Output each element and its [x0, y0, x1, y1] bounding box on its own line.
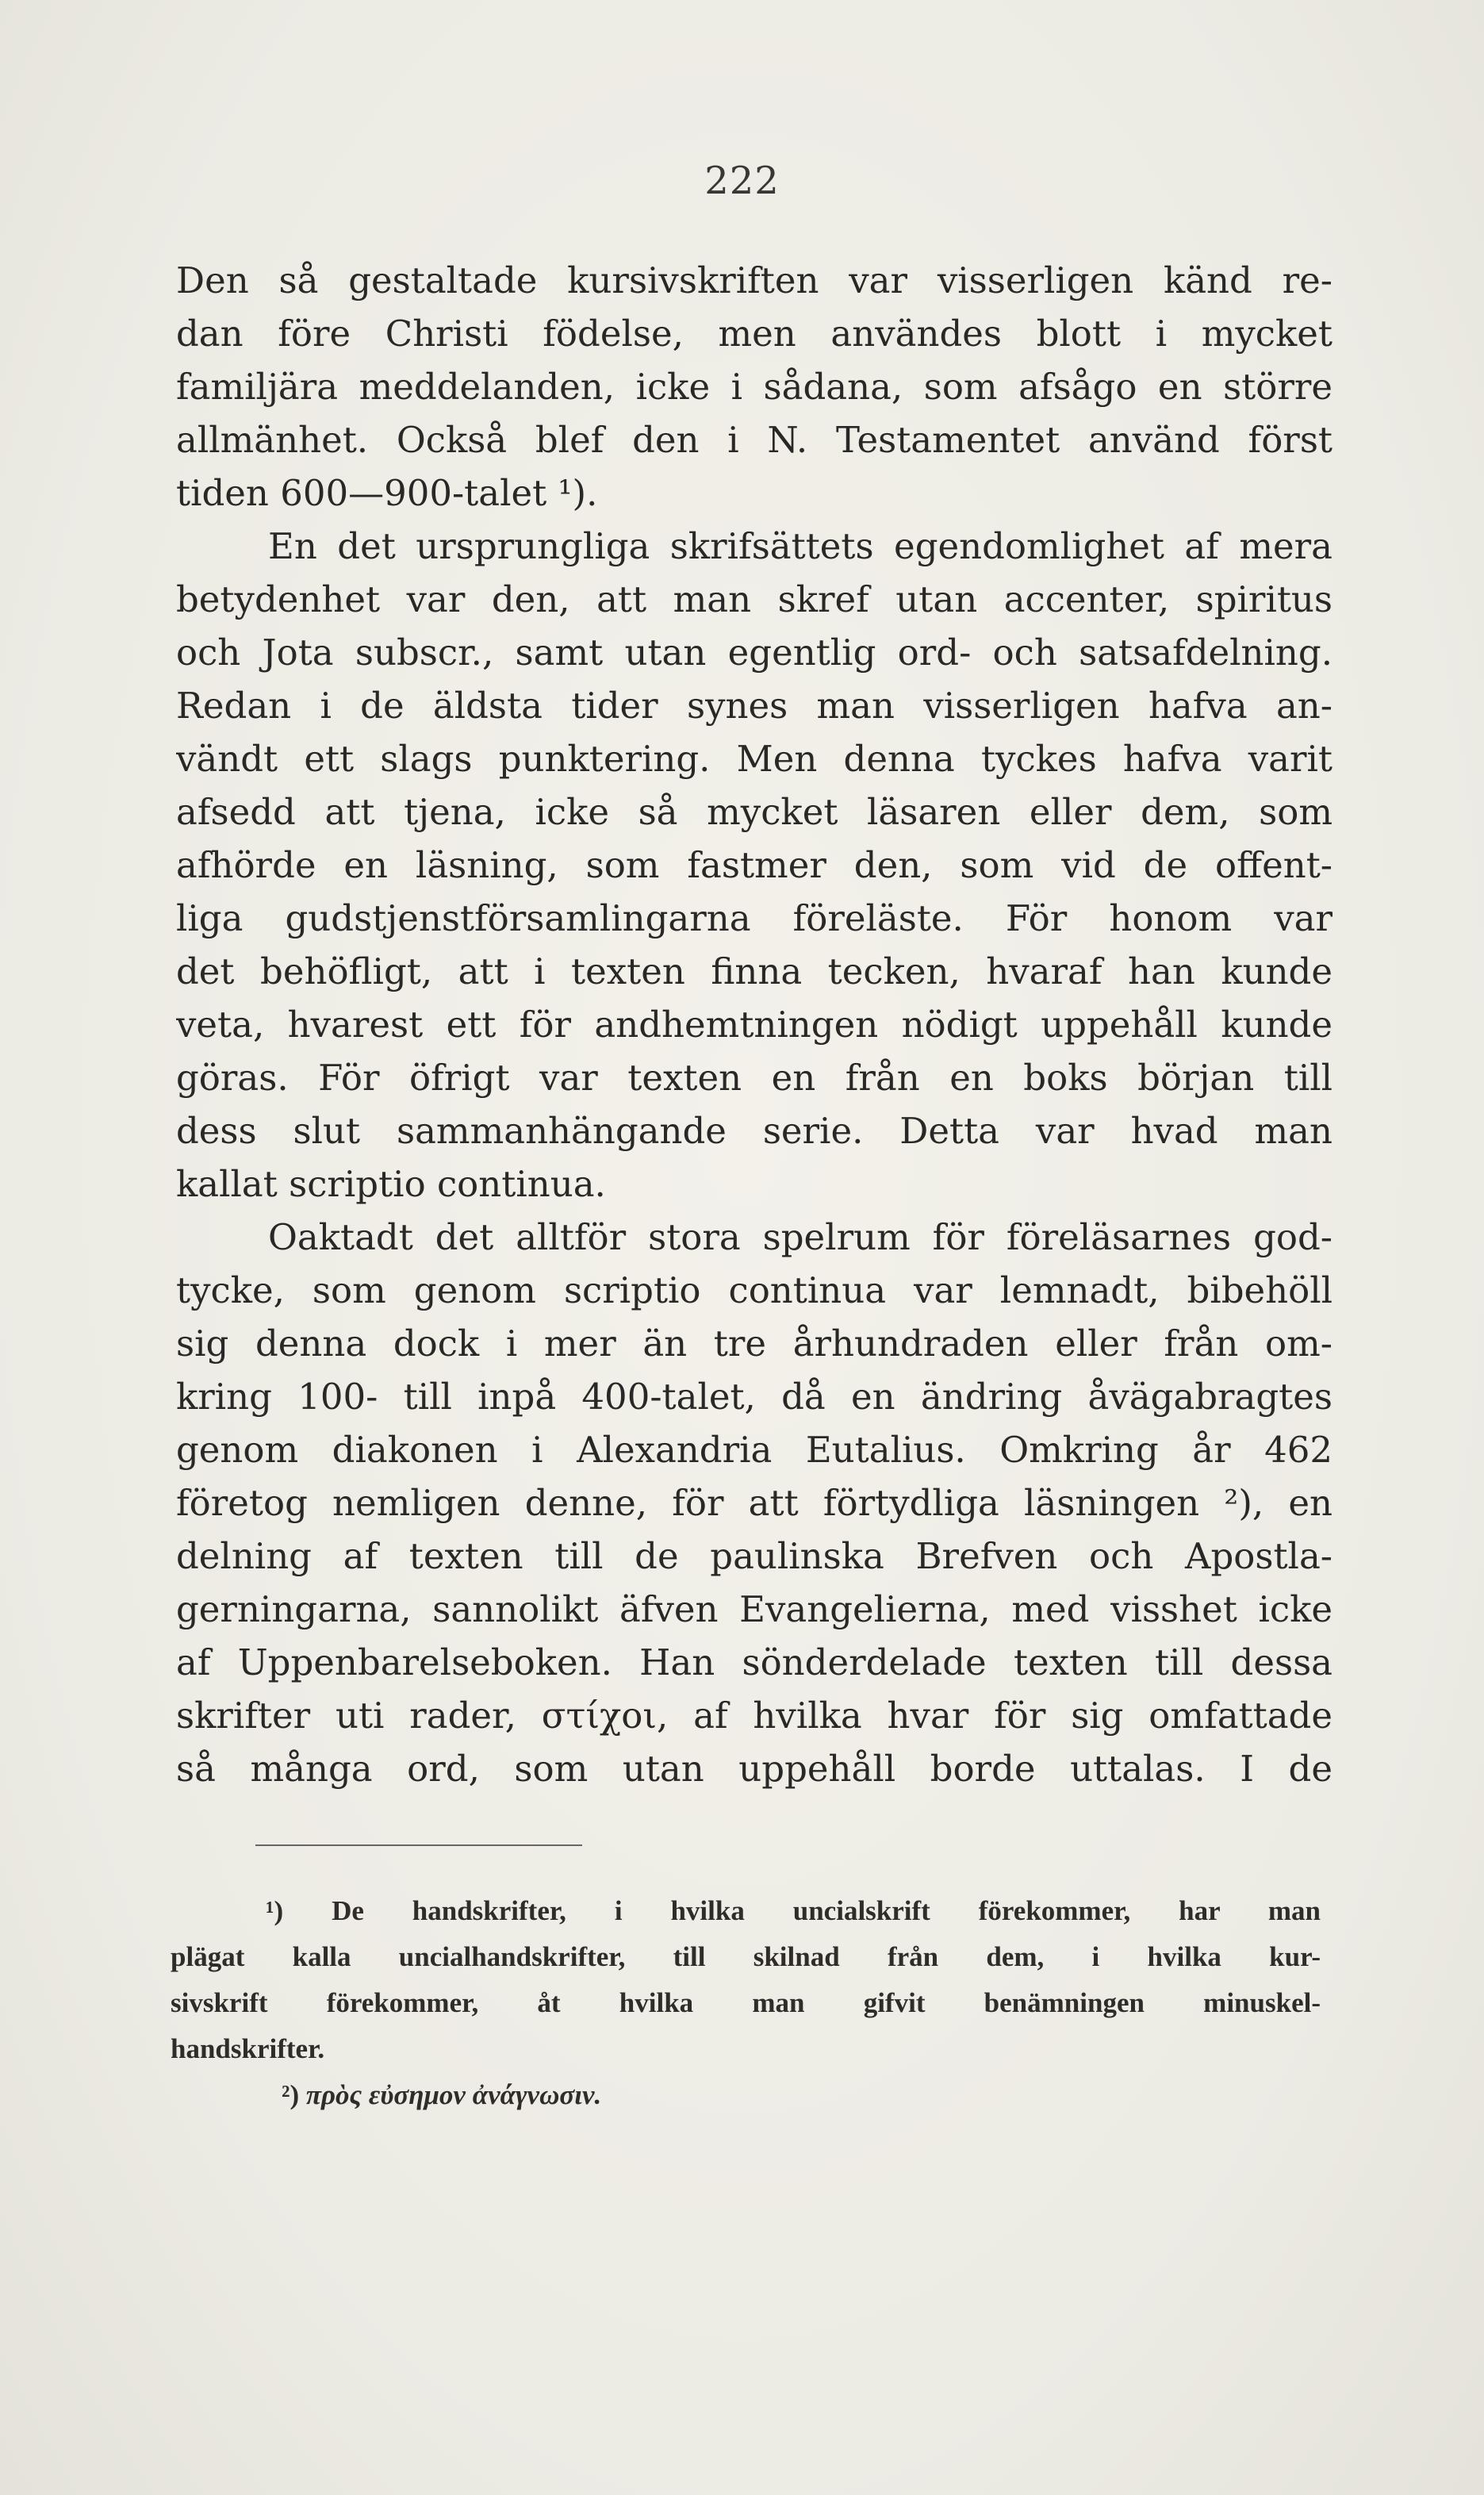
text-line: skrifter uti rader, στίχοι, af hvilka hvar för sig omfattade: [176, 1695, 1333, 1737]
text-line: det behöfligt, att i texten finna tecken, hvaraf han kunde: [176, 950, 1333, 992]
text-line: familjära meddelanden, icke i sådana, som afsågo en större: [176, 366, 1333, 408]
text-line: sig denna dock i mer än tre århundraden eller från om-: [176, 1322, 1333, 1365]
page-number: 222: [704, 159, 780, 203]
text-line: tiden 600—900-talet ¹).: [176, 472, 598, 514]
footnote-1-line: handskrifter.: [171, 2033, 325, 2064]
text-line: Redan i de äldsta tider synes man visserligen hafva an-: [176, 685, 1333, 727]
text-line: företog nemligen denne, för att förtydliga läsningen ²), en: [176, 1482, 1333, 1524]
text-line: allmänhet. Också blef den i N. Testamentet använd först: [176, 419, 1333, 461]
footnote-1-line: plägat kalla uncialhandskrifter, till skilnad från dem, i hvilka kur-: [171, 1941, 1321, 1972]
text-line: göras. För öfrigt var texten en från en boks början till: [176, 1057, 1333, 1099]
text-line: tycke, som genom scriptio continua var lemnadt, bibehöll: [176, 1269, 1333, 1311]
text-line: och Jota subscr., samt utan egentlig ord- och satsafdelning.: [176, 631, 1333, 674]
paragraph-start: Oaktadt det alltför stora spelrum för föreläsarnes god-: [268, 1216, 1333, 1258]
footnote-1-marker: ¹): [266, 1895, 284, 1926]
footnote-2-text: πρὸς εὐσημον ἀνάγνωσιν.: [305, 2079, 602, 2110]
text-line: så många ord, som utan uppehåll borde uttalas. I de: [176, 1748, 1333, 1790]
text-line: veta, hvarest ett för andhemtningen nödigt uppehåll kunde: [176, 1004, 1333, 1046]
paragraph-start: En det ursprungliga skrifsättets egendomlighet af mera: [268, 525, 1333, 567]
text-line: liga gudstjenstförsamlingarna föreläste. För honom var: [176, 897, 1333, 939]
footnotes: [171, 1888, 1321, 2118]
main-text: [176, 254, 1333, 1795]
footnote-2-line: [171, 2072, 1321, 2118]
text-line: af Uppenbarelseboken. Han sönderdelade texten till dessa: [176, 1641, 1333, 1683]
text-line: delning af texten till de paulinska Brefven och Apostla-: [176, 1535, 1333, 1577]
footnote-1-line: sivskrift förekommer, åt hvilka man gifvit benämningen minuskel-: [171, 1987, 1321, 2018]
footnote-divider: [255, 1844, 582, 1846]
text-line: afhörde en läsning, som fastmer den, som vid de offent-: [176, 844, 1333, 886]
text-line: Den så gestaltade kursivskriften var visserligen känd re-: [176, 259, 1333, 301]
footnote-2-marker: ²): [282, 2079, 300, 2110]
footnote-1-line: [171, 1888, 1321, 1934]
text-line: dan före Christi födelse, men användes blott i mycket: [176, 313, 1333, 355]
text-line: afsedd att tjena, icke så mycket läsaren eller dem, som: [176, 791, 1333, 833]
text-line: vändt ett slags punktering. Men denna tyckes hafva varit: [176, 738, 1333, 780]
text-line: betydenhet var den, att man skref utan accenter, spiritus: [176, 578, 1333, 620]
text-line: kring 100- till inpå 400-talet, då en ändring åvägabragtes: [176, 1376, 1333, 1418]
text-line: dess slut sammanhängande serie. Detta var hvad man: [176, 1110, 1333, 1152]
text-line: kallat scriptio continua.: [176, 1163, 606, 1205]
text-line: gerningarna, sannolikt äfven Evangelierna, med visshet icke: [176, 1588, 1333, 1630]
text-line: genom diakonen i Alexandria Eutalius. Omkring år 462: [176, 1429, 1333, 1471]
footnote-1-text: De handskrifter, i hvilka uncialskrift förekommer, har man: [332, 1895, 1321, 1926]
